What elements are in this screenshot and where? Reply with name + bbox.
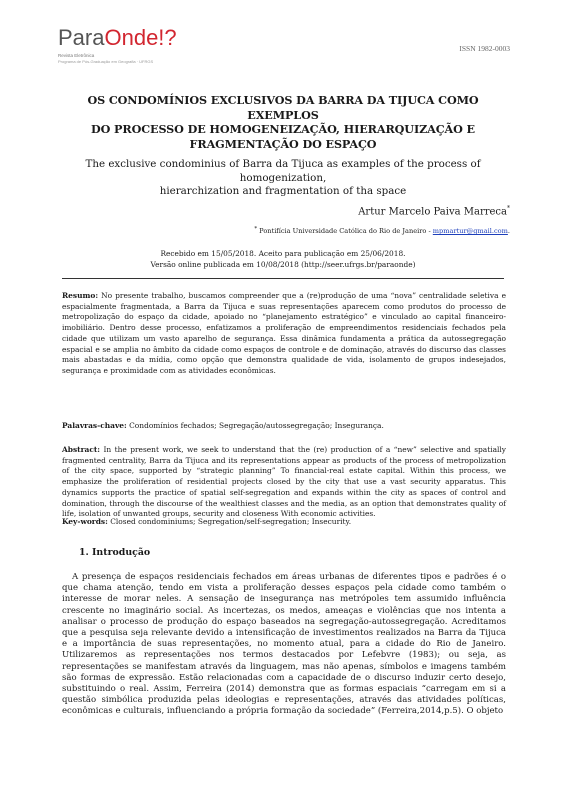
email-link[interactable]: mpmartur@gmail.com xyxy=(432,227,508,236)
resumo-paragraph: Resumo: No presente trabalho, buscamos compreender que a (re)produção de uma “nova” centralidade seletiva e espacialmente fragmentada, a Barra da Tijuca e suas representações aparecem como produtos do processo de metropolização do espaço da cidade, apoiado no “planejamento estratégico” e vinculado ao capital financeiro-imobiliário. Dentro desse processo, enfatizamos a proliferação de empreendimentos residenciais fechados pela cidade que utilizam um vasto aparelho de segurança. Essa dinâmica fundamenta a prática da autossegregação espacial e se amplia no âmbito da cidade como espaços de controle e de dominação, através do discurso das classes mais abastadas e da mídia, como opção que demonstra qualidade de vida, isolamento de grupos indesejados, segurança e proximidade com as atividades econômicas. xyxy=(62,291,506,375)
key-words: Key-words: Closed condominiums; Segregation/self-segregation; Insecurity. xyxy=(62,517,352,526)
article-subtitle: The exclusive condominius of Barra da Tijuca as examples of the process of homogenization, hierarchization and fragmentation of tha space xyxy=(85,158,481,197)
section-heading: 1. Introdução xyxy=(79,547,151,558)
publication-dates: Recebido em 15/05/2018. Aceito para publicação em 25/06/2018. Versão online publicada em 10/08/2018 (http://seer.ufrgs.br/paraonde) xyxy=(150,249,416,269)
palavras-chave: Palavras-chave: Condomínios fechados; Segregação/autossegregação; Insegurança. xyxy=(62,421,384,430)
logo-subtitle-2: Programa de Pós-Graduação em Geografia · UFRGS xyxy=(58,59,154,64)
divider xyxy=(62,278,504,279)
abstract-paragraph: Abstract: In the present work, we seek to understand that the (re) production of a “new” selective and spatially fragmented centrality, Barra da Tijuca and its representations appear as products of the process of metropolization of the city space, supported by “strategic planning” To financial-real estate capital. Within this process, we emphasize the proliferation of residential projects closed by the city that use a vast security apparatus. This dynamics supports the practice of spatial self-segregation and expands within the city as spaces of control and domination, through the discourse of the wealthiest classes and the media, as an option that demonstrates quality of life, isolation of unwanted groups, security and closeness With economic activities. xyxy=(62,445,506,519)
logo-wordmark: ParaOnde!? xyxy=(58,25,177,50)
article-title: OS CONDOMÍNIOS EXCLUSIVOS DA BARRA DA TIJUCA COMO EXEMPLOS DO PROCESSO DE HOMOGENEIZAÇÃO, HIERARQUIZAÇÃO E FRAGMENTAÇÃO DO ESPAÇO xyxy=(87,93,479,151)
affiliation: * Pontifícia Universidade Católica do Rio de Janeiro - mpmartur@gmail.com. xyxy=(254,226,510,236)
logo-accent: Onde!? xyxy=(104,25,177,50)
body-paragraph: A presença de espaços residenciais fechados em áreas urbanas de diferentes tipos e padrões é o que chama atenção, tendo em vista a proliferação desses espaços pela cidade como também o interesse de morar neles. A sensação de insegurança nas metrópoles tem assumido influência crescente no imaginário social. As incertezas, os medos, ameaças e violências que nos intenta a analisar o processo de produção do espaço baseados na segregação-autossegregação. Acreditamos que a pesquisa seja relevante devido a intensificação de investimentos realizados na Barra da Tijuca e a importância de suas representações, no momento atual, para a cidade do Rio de Janeiro. Utilizaremos as representações nos termos destacados por Lefebvre (1983); ou seja, as representações se manifestam através da linguagem, mas não apenas, símbolos e imagens também são formas de expressão. Estão relacionadas com a capacidade de o discurso induzir certo desejo, substituindo o real. Assim, Ferreira (2014) demonstra que as formas espaciais “carregam em si a questão simbólica produzida pelas ideologias e representações, através das atividades políticas, econômicas e culturais, influenciando a própria formação da sociedade” (Ferreira,2014,p.5). O objeto xyxy=(62,572,506,717)
logo-subtitle: Revista Eletrônica xyxy=(58,53,95,58)
resumo-label: Resumo: xyxy=(62,291,99,300)
abstract-label: Abstract: xyxy=(62,445,101,454)
issn: ISSN 1982-0003 xyxy=(459,44,510,53)
author-name: Artur Marcelo Paiva Marreca* xyxy=(358,205,510,218)
journal-logo xyxy=(58,25,218,73)
